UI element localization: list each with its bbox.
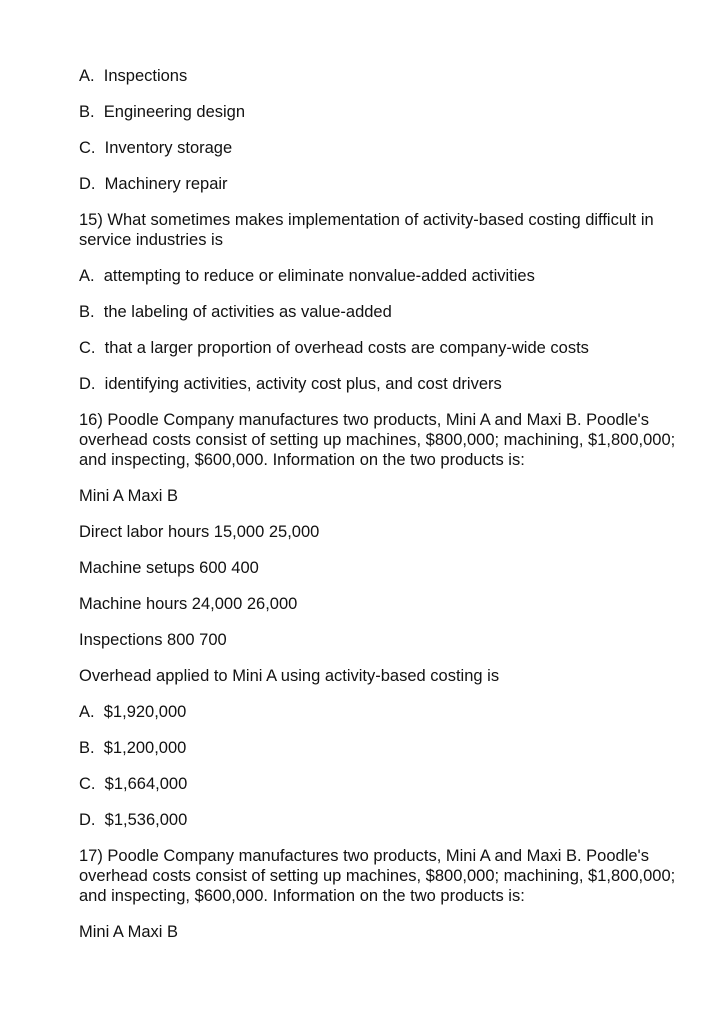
q16-option-b: B. $1,200,000 [79,739,187,757]
q15-option-b: B. the labeling of activities as value-added [79,303,392,321]
q16-row-inspections: Inspections 800 700 [79,631,227,649]
q15-option-c: C. that a larger proportion of overhead costs are company-wide costs [79,339,589,357]
q16-table-header: Mini A Maxi B [79,487,179,505]
q16-option-c: C. $1,664,000 [79,775,188,793]
option-b-engineering-design: B. Engineering design [79,103,246,121]
q16-row-machine-setups: Machine setups 600 400 [79,559,259,577]
q15-option-a: A. attempting to reduce or eliminate nonvalue-added activities [79,267,535,285]
q16-row-machine-hours: Machine hours 24,000 26,000 [79,595,298,613]
q17-table-header: Mini A Maxi B [79,923,179,941]
q15-option-d: D. identifying activities, activity cost plus, and cost drivers [79,375,502,393]
q16-option-d: D. $1,536,000 [79,811,188,829]
option-a-inspections: A. Inspections [79,67,188,85]
q16-option-a: A. $1,920,000 [79,703,187,721]
question-17: 17) Poodle Company manufactures two products, Mini A and Maxi B. Poodle's overhead costs consist of setting up machines, $800,000; machining, $1,800,000; and inspecting, $600,000. Information on the two products is: [79,847,680,905]
option-c-inventory-storage: C. Inventory storage [79,139,233,157]
question-16: 16) Poodle Company manufactures two products, Mini A and Maxi B. Poodle's overhead costs consist of setting up machines, $800,000; machining, $1,800,000; and inspecting, $600,000. Information on the two products is: [79,411,680,469]
option-d-machinery-repair: D. Machinery repair [79,175,228,193]
question-15: 15) What sometimes makes implementation of activity-based costing difficult in service industries is [79,211,659,249]
q16-row-direct-labor-hours: Direct labor hours 15,000 25,000 [79,523,320,541]
q16-prompt: Overhead applied to Mini A using activity-based costing is [79,667,500,685]
